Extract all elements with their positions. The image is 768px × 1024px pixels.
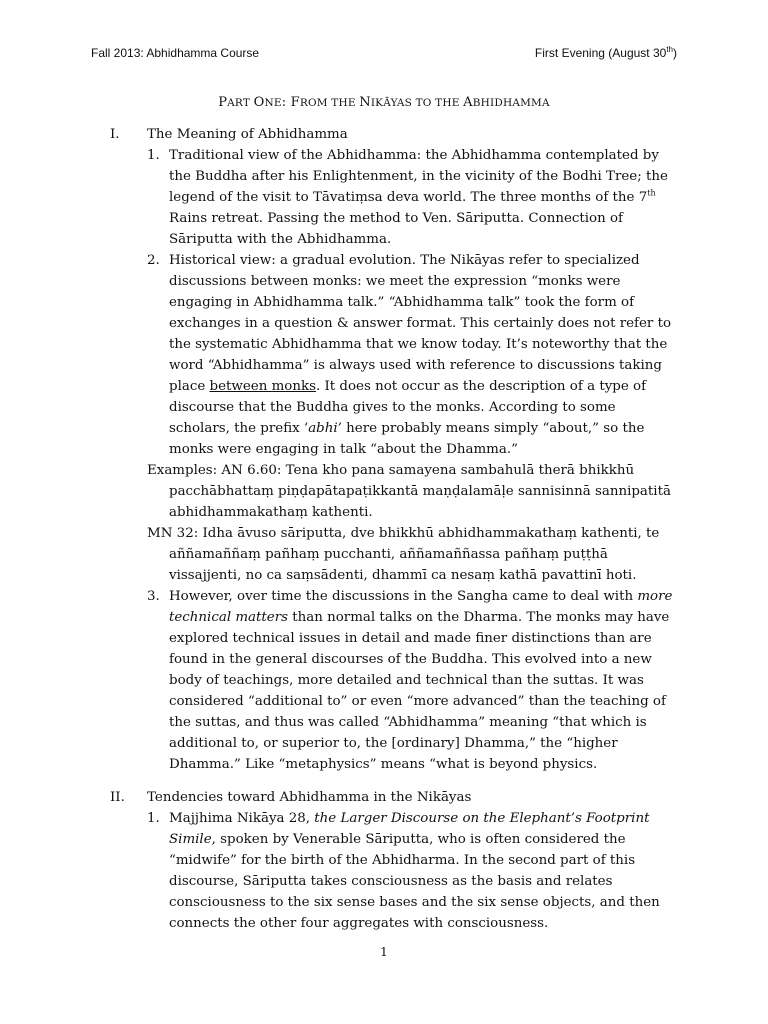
example-mn-32: MN 32: Idha āvuso sāriputta, dve bhikkhū abhidhammakathaṃ kathenti, te aññamaññaṃ pañhaṃ pucchanti, aññamaññassa pañhaṃ puṭṭhā vissajjenti, no ca saṃsādenti, dhammī ca nesaṃ kathā pavattinī hoti. [147,526,660,583]
list-item-historical-view [0,250,768,460]
running-header-course: Fall 2013: Abhidhamma Course [91,46,260,60]
running-header-session: First Evening (August 30th) [534,45,677,60]
section-title: The Meaning of Abhidhamma [147,127,348,142]
page-number: 1 [380,945,388,959]
item-number: 1. [147,148,160,163]
section-title: Tendencies toward Abhidhamma in the Nikāyas [147,790,472,805]
item-text: Historical view: a gradual evolution. The Nikāyas refer to specialized discussions between monks: we meet the expression “monks were engaging in Abhidhamma talk.” “Abhidhamma talk” took the form of exchanges in a question & answer format. This certainly does not refer to the systematic Abhidhamma that we know today. It’s noteworthy that the word “Abhidhamma” is always used with reference to discussions taking place between monks. It does not occur as the description of a type of discourse that the Buddha gives to the monks. According to some scholars, the prefix ‘abhi’ here probably means simply “about,” so the monks were engaging in talk “about the Dhamma.” [169,253,672,457]
section-heading-meaning [0,124,768,145]
document-body [0,124,768,934]
item-number: 3. [147,589,160,604]
list-item-traditional-view [0,145,768,250]
section-number: II. [110,790,125,805]
item-text: Traditional view of the Abhidhamma: the Abhidhamma contemplated by the Buddha after his Enlightenment, in the vicinity of the Bodhi Tree; the legend of the visit to Tāvatiṃsa deva world. The three months of the 7th Rains retreat. Passing the method to Ven. Sāriputta. Connection of Sāriputta with the Abhidhamma. [169,148,668,247]
list-item-technical-matters [0,586,768,775]
section-heading-tendencies [0,787,768,808]
item-text: Majjhima Nikāya 28, the Larger Discourse on the Elephant’s Footprint Simile, spoken by Venerable Sāriputta, who is often considered the “midwife” for the birth of the Abhidharma. In the second part of this discourse, Sāriputta takes consciousness as the basis and relates consciousness to the six sense bases and the six sense objects, and then connects the other four aggregates with consciousness. [169,811,660,931]
item-number: 1. [147,811,160,826]
part-title: PART ONE: FROM THE NIKĀYAS TO THE ABHIDHAMMA [218,95,550,110]
item-text: However, over time the discussions in the Sangha came to deal with more technical matters than normal talks on the Dharma. The monks may have explored technical issues in detail and made finer distinctions than are found in the general discourses of the Buddha. This evolved into a new body of teachings, more detailed and technical than the suttas. It was considered “additional to” or even “more advanced” than the teaching of the suttas, and thus was called “Abhidhamma” meaning “that which is additional to, or superior to, the [ordinary] Dhamma,” the “higher Dhamma.” Like “metaphysics” means “what is beyond physics. [169,589,673,772]
item-number: 2. [147,253,160,268]
example-an-6-60: Examples: AN 6.60: Tena kho pana samayena sambahulā therā bhikkhū pacchābhattaṃ piṇḍapātapaṭikkantā maṇḍalamāḷe sannisinnā sannipatitā abhidhammakathaṃ kathenti. [147,463,671,520]
section-number: I. [110,127,120,142]
list-item-majjhima-28 [0,808,768,934]
